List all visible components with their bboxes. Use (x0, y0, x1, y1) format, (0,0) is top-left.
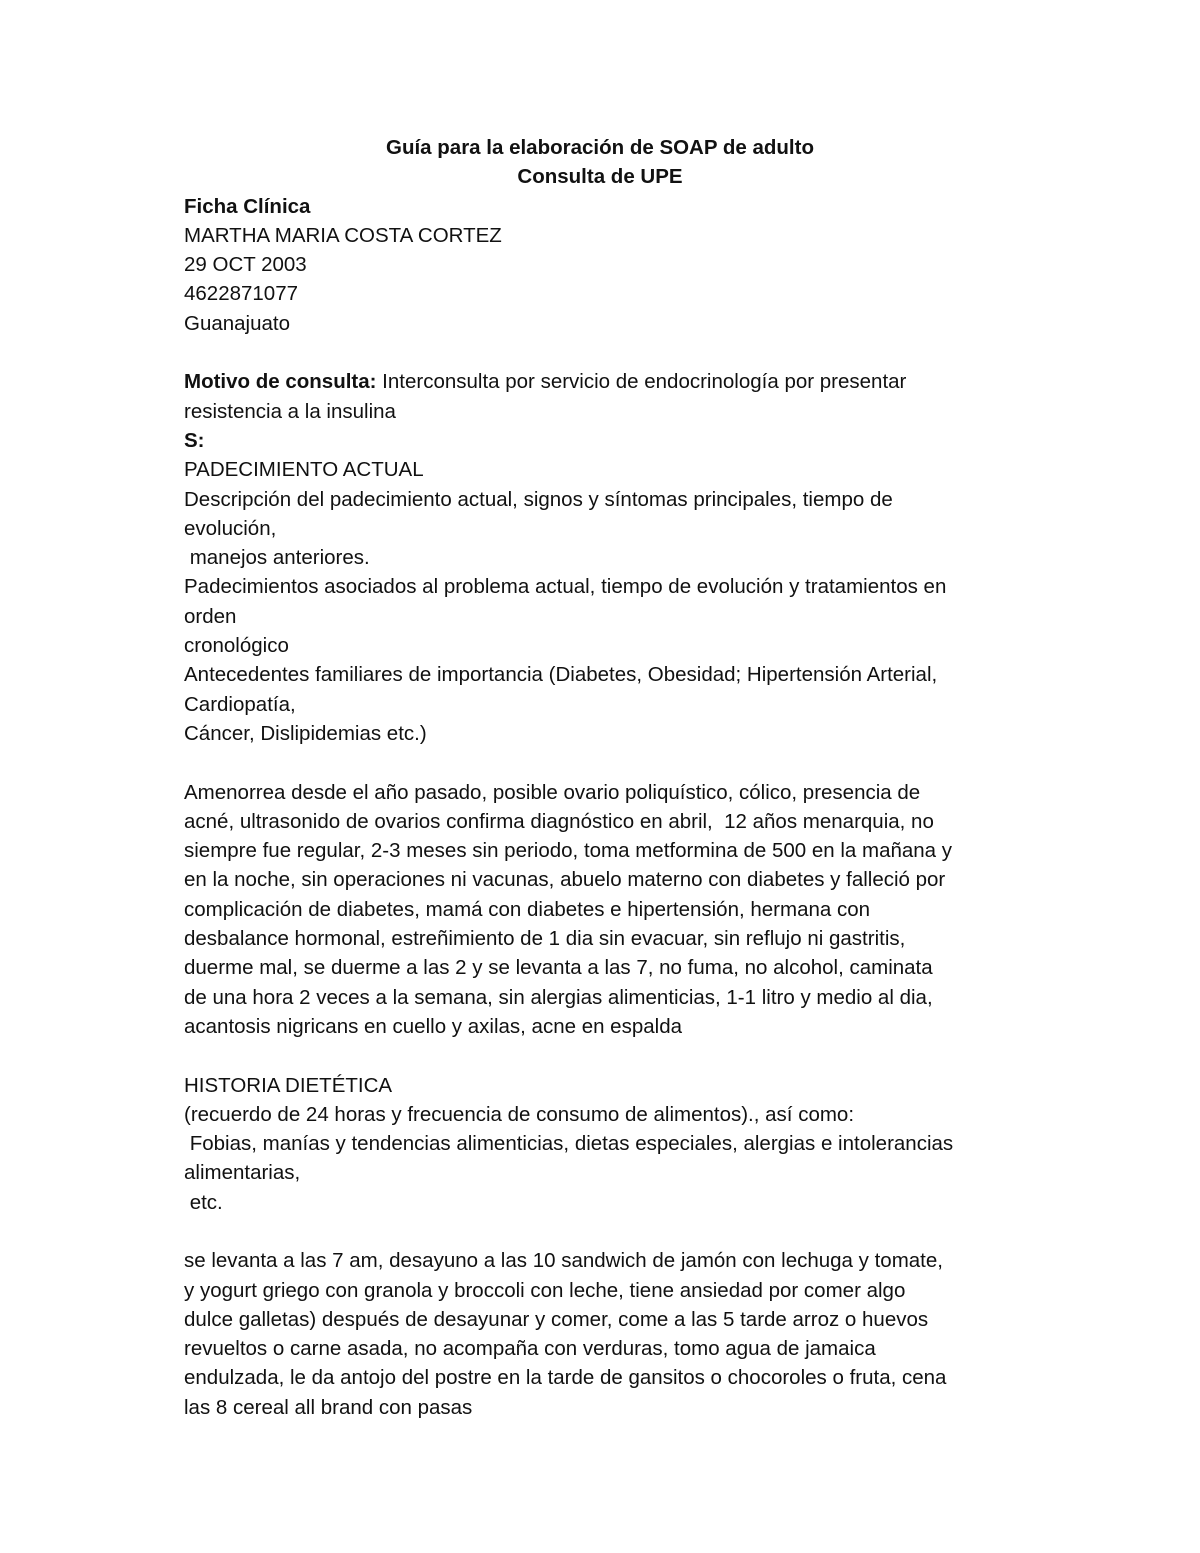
document-page (184, 133, 1044, 1422)
padecimiento-line: orden (184, 604, 237, 628)
padecimiento-answer-line: de una hora 2 veces a la semana, sin alergias alimenticias, 1-1 litro y medio al dia, (184, 985, 933, 1009)
ficha-heading: Ficha Clínica (184, 194, 311, 218)
padecimiento-line: cronológico (184, 634, 289, 658)
padecimiento-answer-line: complicación de diabetes, mamá con diabetes e hipertensión, hermana con (184, 897, 871, 921)
padecimiento-heading: PADECIMIENTO ACTUAL (184, 458, 424, 482)
padecimiento-line: Cardiopatía, (184, 692, 296, 716)
motivo-text: Interconsulta por servicio de endocrinología por presentar (376, 370, 907, 394)
padecimiento-answer-line: siempre fue regular, 2-3 meses sin periodo, toma metformina de 500 en la mañana y (184, 839, 953, 863)
padecimiento-line: Padecimientos asociados al problema actual, tiempo de evolución y tratamientos en (184, 575, 947, 599)
historia-answer-line: se levanta a las 7 am, desayuno a las 10 sandwich de jamón con lechuga y tomate, (184, 1249, 943, 1273)
historia-heading: HISTORIA DIETÉTICA (184, 1073, 393, 1097)
padecimiento-answer-line: desbalance hormonal, estreñimiento de 1 dia sin evacuar, sin reflujo ni gastritis, (184, 927, 906, 951)
document-title: Guía para la elaboración de SOAP de adulto (386, 136, 814, 159)
historia-line: Fobias, manías y tendencias alimenticias, dietas especiales, alergias e intolerancias (184, 1132, 954, 1156)
spacer (184, 748, 1044, 777)
patient-date: 29 OCT 2003 (184, 253, 307, 277)
spacer (184, 1217, 1044, 1246)
document-subtitle: Consulta de UPE (517, 165, 683, 189)
historia-line: (recuerdo de 24 horas y frecuencia de consumo de alimentos)., así como: (184, 1102, 855, 1126)
historia-answer-line: las 8 cereal all brand con pasas (184, 1395, 473, 1419)
padecimiento-line: manejos anteriores. (184, 546, 370, 570)
motivo-text-continued: resistencia a la insulina (184, 399, 396, 423)
patient-phone: 4622871077 (184, 282, 299, 306)
motivo-line (184, 367, 1044, 396)
historia-answer-line: endulzada, le da antojo del postre en la tarde de gansitos o chocoroles o fruta, cena (184, 1366, 947, 1390)
padecimiento-line: Cáncer, Dislipidemias etc.) (184, 721, 427, 745)
padecimiento-line: Antecedentes familiares de importancia (Diabetes, Obesidad; Hipertensión Arterial, (184, 663, 938, 687)
padecimiento-line: Descripción del padecimiento actual, signos y síntomas principales, tiempo de (184, 487, 893, 511)
padecimiento-answer-line: acantosis nigricans en cuello y axilas, acne en espalda (184, 1014, 682, 1038)
spacer (184, 338, 1044, 367)
padecimiento-answer-line: en la noche, sin operaciones ni vacunas, abuelo materno con diabetes y falleció por (184, 868, 946, 892)
padecimiento-line: evolución, (184, 516, 277, 540)
historia-line: etc. (184, 1190, 223, 1214)
padecimiento-answer-line: duerme mal, se duerme a las 2 y se levanta a las 7, no fuma, no alcohol, caminata (184, 956, 933, 980)
spacer (184, 1041, 1044, 1070)
historia-answer-line: dulce galletas) después de desayunar y comer, come a las 5 tarde arroz o huevos (184, 1307, 929, 1331)
historia-answer-line: y yogurt griego con granola y broccoli con leche, tiene ansiedad por comer algo (184, 1278, 906, 1302)
historia-line: alimentarias, (184, 1161, 301, 1185)
s-section-label: S: (184, 428, 205, 452)
padecimiento-answer-line: Amenorrea desde el año pasado, posible ovario poliquístico, cólico, presencia de (184, 780, 921, 804)
patient-name: MARTHA MARIA COSTA CORTEZ (184, 223, 502, 247)
padecimiento-answer-line: acné, ultrasonido de ovarios confirma diagnóstico en abril, 12 años menarquia, no (184, 809, 934, 833)
motivo-label: Motivo de consulta: (184, 370, 377, 394)
patient-place: Guanajuato (184, 311, 291, 335)
historia-answer-line: revueltos o carne asada, no acompaña con verduras, tomo agua de jamaica (184, 1337, 876, 1361)
